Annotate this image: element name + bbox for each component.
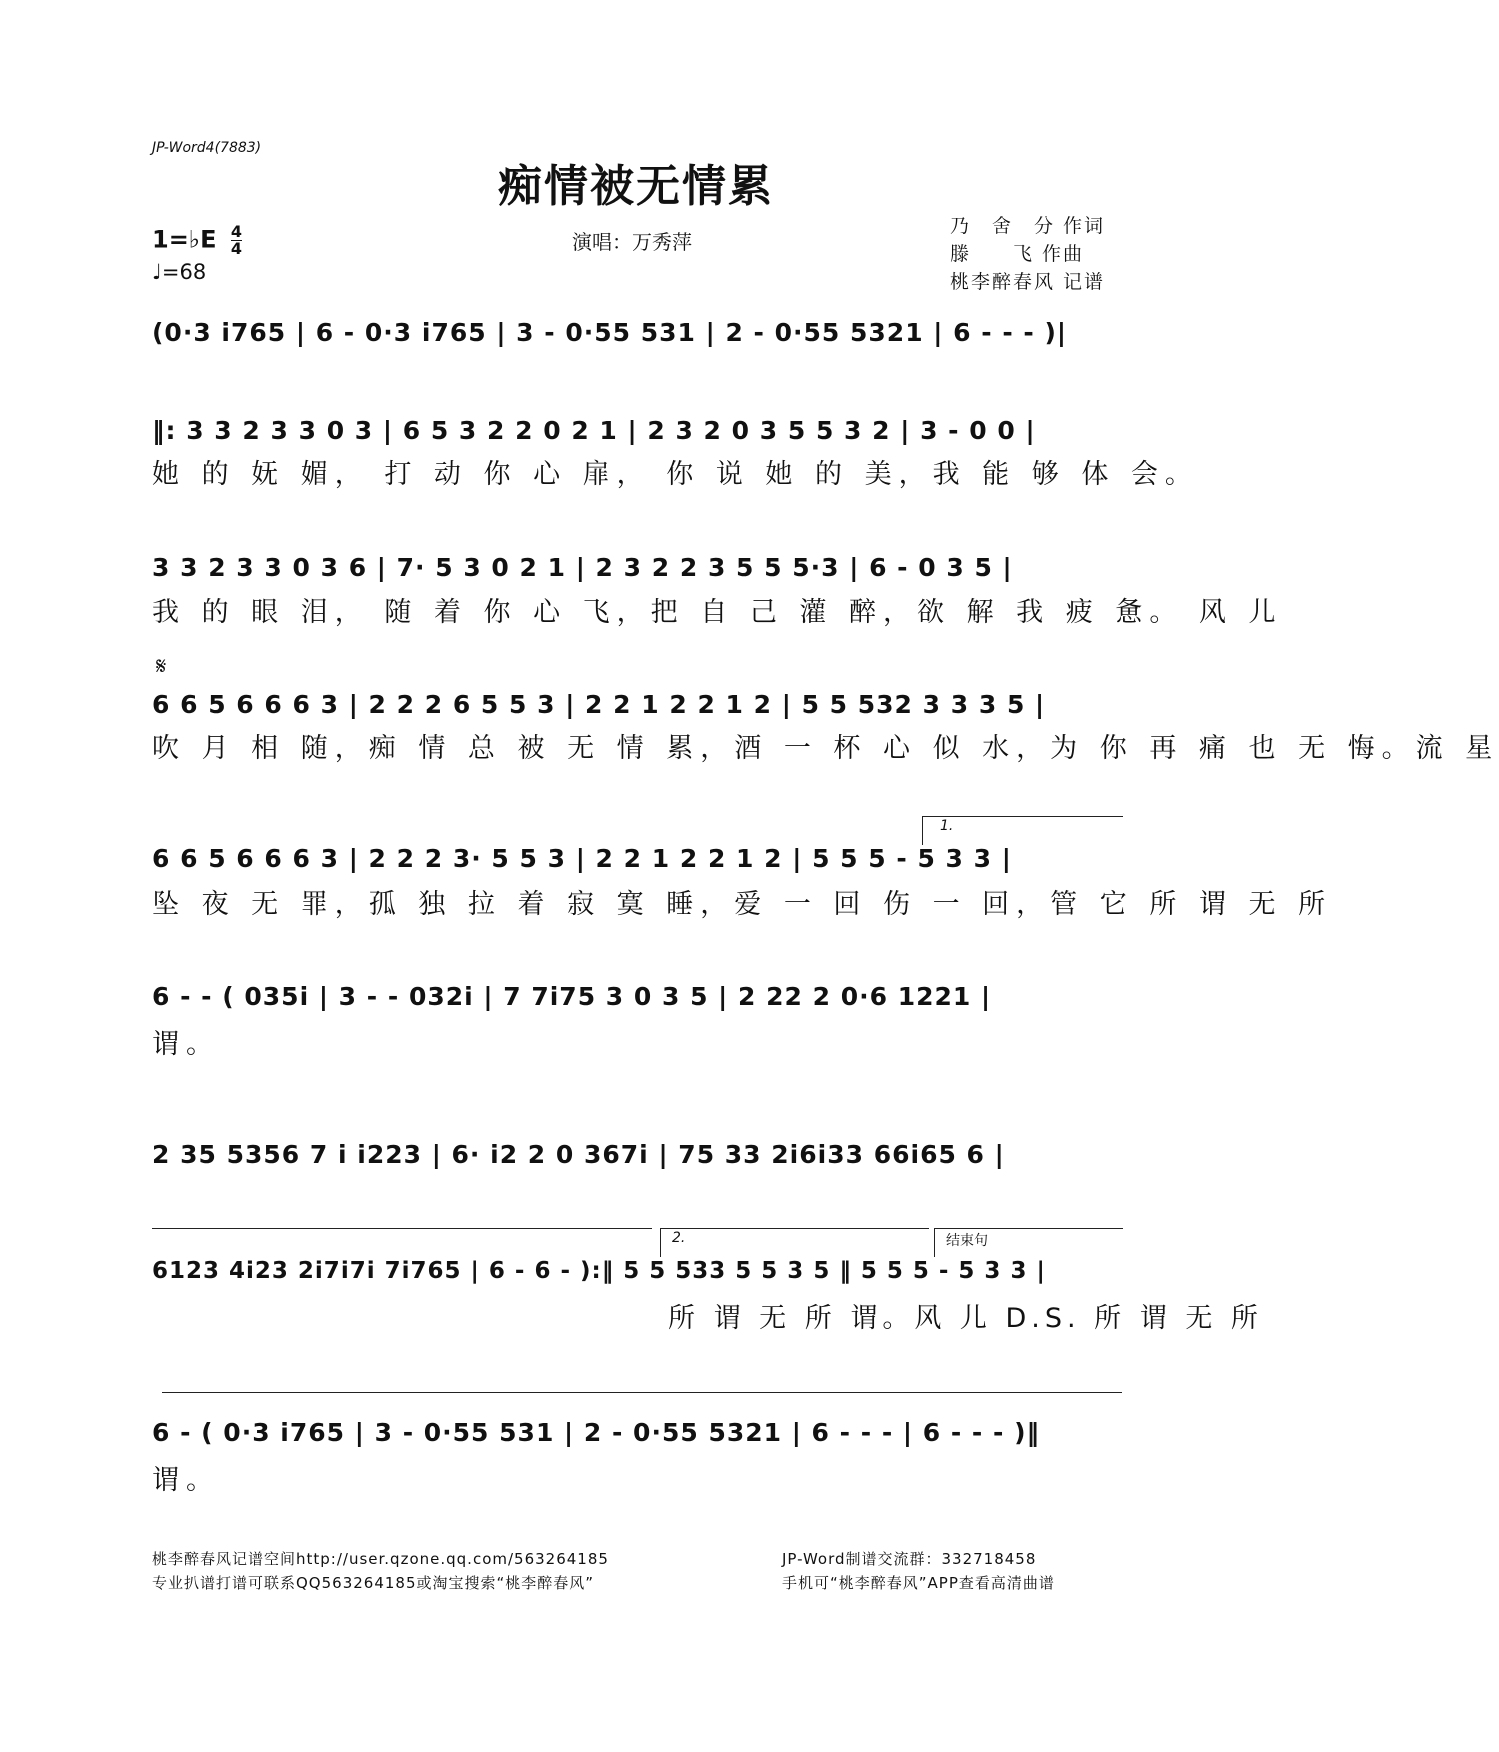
- footer-left-line-1: 桃李醉春风记谱空间http://user.qzone.qq.com/563264185: [152, 1550, 609, 1568]
- volta-2-label: 2.: [672, 1230, 686, 1246]
- key-signature: [152, 224, 242, 257]
- score-line-4-notes: 6 6 5 6 6 6 3 | 2 2 2 6 5 5 3 | 2 2 1 2 2 1 2 | 5 5 532 3 3 3 5 |: [152, 690, 1046, 719]
- score-line-9-notes: 6 - ( 0·3 i765 | 3 - 0·55 531 | 2 - 0·55 5321 | 6 - - - | 6 - - - )‖: [152, 1418, 1040, 1447]
- score-line-8-lyrics: 所 谓 无 所 谓。风 儿 D.S. 所 谓 无 所: [668, 1303, 1263, 1334]
- score-line-1-notes: (0·3 i765 | 6 - 0·3 i765 | 3 - 0·55 531 | 2 - 0·55 5321 | 6 - - - )|: [152, 318, 1068, 347]
- score-line-6-lyrics: 谓。: [152, 1029, 220, 1060]
- time-signature-top: 4: [230, 222, 243, 241]
- score-line-6-notes: 6 - - ( 035i | 3 - - 032i | 7 7i75 3 0 3 5 | 2 22 2 0·6 1221 |: [152, 982, 992, 1011]
- volta-1-label: 1.: [940, 818, 954, 834]
- segno-sign: 𝄋: [156, 652, 167, 680]
- score-line-3-lyrics: 我 的 眼 泪， 随 着 你 心 飞，把 自 己 灌 醉，欲 解 我 疲 惫。 风 儿: [152, 597, 1283, 628]
- software-watermark: JP-Word4(7883): [152, 140, 262, 156]
- composer-credit: 滕 飞 作曲: [950, 243, 1085, 265]
- ending-label: 结束句: [946, 1233, 988, 1249]
- time-signature: [231, 224, 242, 257]
- song-title: 痴情被无情累: [498, 161, 774, 212]
- score-line-4-lyrics: 吹 月 相 随，痴 情 总 被 无 情 累，酒 一 杯 心 似 水，为 你 再 痛 也 无 悔。流 星: [152, 733, 1499, 764]
- score-line-5-notes: 6 6 5 6 6 6 3 | 2 2 2 3· 5 5 3 | 2 2 1 2 2 1 2 | 5 5 5 - 5 3 3 |: [152, 844, 1012, 873]
- score-line-3-notes: 3 3 2 3 3 0 3 6 | 7· 5 3 0 2 1 | 2 3 2 2 3 5 5 5·3 | 6 - 0 3 5 |: [152, 553, 1013, 582]
- score-line-9-lyrics: 谓。: [152, 1465, 220, 1496]
- singer-credit: 演唱：万秀萍: [572, 230, 692, 254]
- credits-block: [950, 212, 1105, 296]
- key-label: 1=♭E: [152, 225, 217, 254]
- score-line-2-notes: ‖: 3 3 2 3 3 0 3 | 6 5 3 2 2 0 2 1 | 2 3 2 0 3 5 5 3 2 | 3 - 0 0 |: [152, 416, 1036, 445]
- score-line-7-notes: 2 35 5356 7 i i223 | 6· i2 2 0 367i | 75 33 2i6i33 66i65 6 |: [152, 1140, 1005, 1169]
- tempo-marking: ♩=68: [152, 260, 207, 284]
- staff-top-rule: [152, 1228, 652, 1229]
- volta-2-bracket: [660, 1228, 929, 1257]
- footer-right-line-2: 手机可“桃李醉春风”APP查看高清曲谱: [782, 1574, 1055, 1592]
- lyricist-credit: 乃 舍 分 作词: [950, 215, 1106, 237]
- score-line-8-notes: 6123 4i23 2i7i7i 7i765 | 6 - 6 - ):‖ 5 5 533 5 5 3 5 ‖ 5 5 5 - 5 3 3 |: [152, 1258, 1046, 1284]
- footer-left-line-2: 专业扒谱打谱可联系QQ563264185或淘宝搜索“桃李醉春风”: [152, 1574, 595, 1592]
- score-line-5-lyrics: 坠 夜 无 罪，孤 独 拉 着 寂 寞 睡，爱 一 回 伤 一 回，管 它 所 谓 无 所: [152, 889, 1333, 920]
- staff-top-rule-2: [162, 1392, 1122, 1393]
- transcriber-credit: 桃李醉春风 记谱: [950, 271, 1106, 293]
- time-signature-bottom: 4: [230, 239, 243, 258]
- footer-right-line-1: JP-Word制谱交流群：332718458: [782, 1550, 1037, 1568]
- score-line-2-lyrics: 她 的 妩 媚， 打 动 你 心 扉， 你 说 她 的 美，我 能 够 体 会。: [152, 459, 1199, 490]
